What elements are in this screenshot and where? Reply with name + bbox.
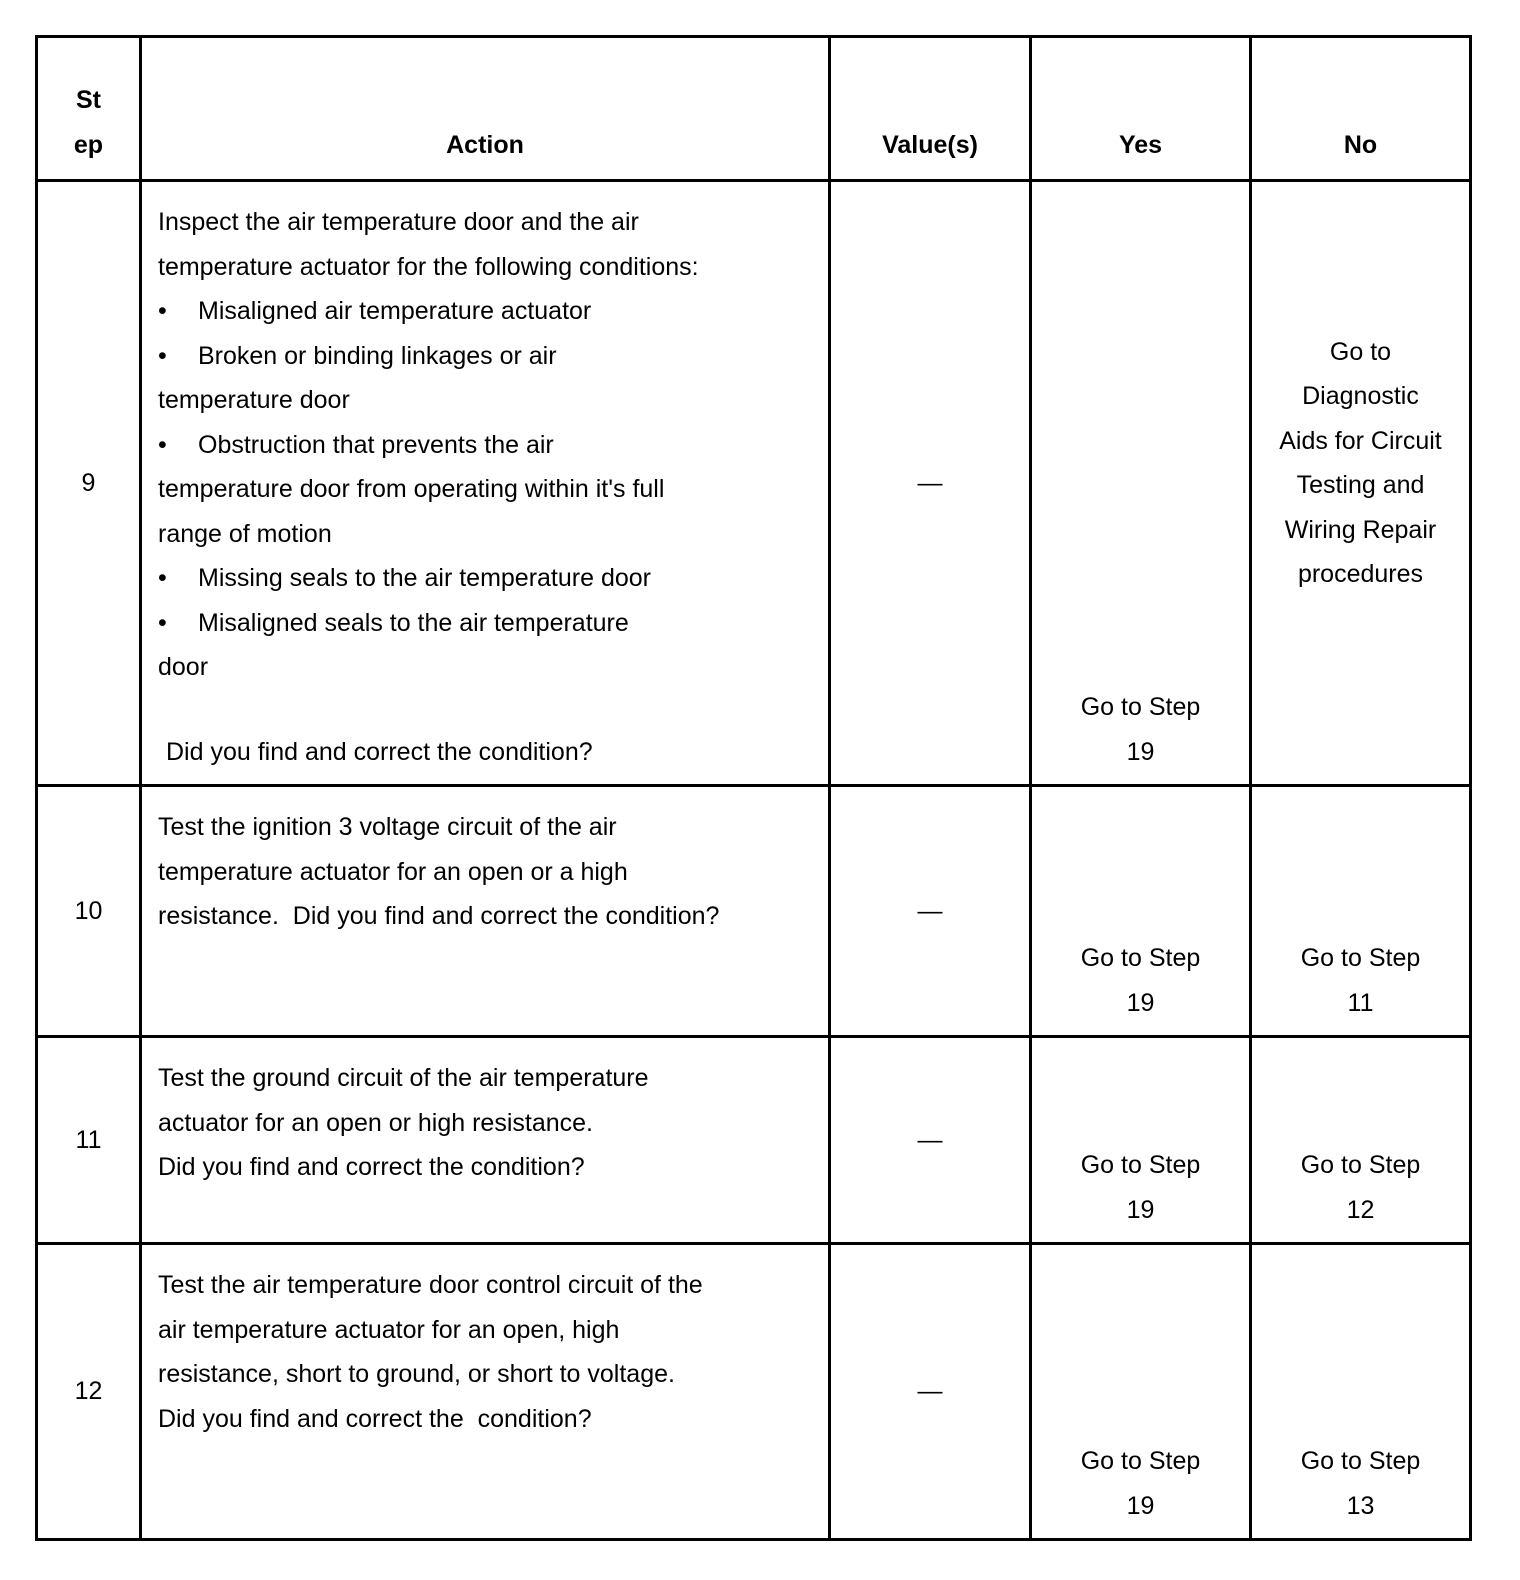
bullet-item (158, 289, 816, 334)
action-cell (141, 786, 830, 1037)
action-line: actuator for an open or high resistance. (158, 1108, 593, 1137)
bullet-text: Missing seals to the air temperature door (198, 564, 651, 592)
bullet-icon: • (158, 608, 167, 637)
action-line: temperature door (158, 386, 350, 414)
header-no: No (1251, 37, 1471, 181)
action-lines (158, 1056, 816, 1190)
bullet-text: Misaligned air temperature actuator (198, 297, 592, 325)
diagnostic-table-container (35, 35, 1472, 1541)
yes-cell: Go to Step 19 (1031, 1244, 1251, 1540)
action-cell (141, 1244, 830, 1540)
action-lines (158, 200, 816, 690)
no-cell: Go to Step 11 (1251, 786, 1471, 1037)
table-row (37, 1244, 1471, 1540)
header-action: Action (141, 37, 830, 181)
action-line: temperature door from operating within it's full (158, 475, 665, 503)
action-cell (141, 1037, 830, 1244)
value-cell: — (830, 181, 1031, 786)
action-line: air temperature actuator for an open, high (158, 1315, 620, 1344)
yes-cell: Go to Step 19 (1031, 1037, 1251, 1244)
action-question: Did you find and correct the condition? (166, 737, 593, 766)
bullet-icon: • (158, 564, 167, 592)
bullet-icon: • (158, 341, 167, 370)
action-line: temperature actuator for an open or a high (158, 857, 628, 886)
header-step: St ep (37, 37, 141, 181)
value-cell: — (830, 1037, 1031, 1244)
bullet-icon: • (158, 297, 167, 325)
action-line: temperature actuator for the following conditions: (158, 252, 699, 281)
action-line: range of motion (158, 519, 332, 548)
action-line: Test the ignition 3 voltage circuit of the air (158, 813, 617, 841)
bullet-item (158, 423, 816, 468)
bullet-item (158, 334, 816, 379)
action-lines (158, 805, 816, 939)
bullet-item (158, 556, 816, 601)
table-row (37, 181, 1471, 786)
bullet-item (158, 601, 816, 646)
bullet-text: Misaligned seals to the air temperature (198, 608, 629, 637)
step-number: 10 (37, 786, 141, 1037)
value-cell: — (830, 786, 1031, 1037)
action-line: Did you find and correct the condition? (158, 1404, 592, 1433)
bullet-text: Broken or binding linkages or air (198, 341, 557, 370)
no-cell: Go to Step 13 (1251, 1244, 1471, 1540)
header-values: Value(s) (830, 37, 1031, 181)
no-cell: Go to Diagnostic Aids for Circuit Testing and Wiring Repair procedures (1251, 181, 1471, 786)
bullet-icon: • (158, 430, 167, 459)
action-line: Test the ground circuit of the air temperature (158, 1064, 649, 1092)
action-line: door (158, 653, 209, 681)
bullet-text: Obstruction that prevents the air (198, 430, 554, 459)
no-cell: Go to Step 12 (1251, 1037, 1471, 1244)
step-number: 11 (37, 1037, 141, 1244)
action-lines (158, 1263, 816, 1441)
header-yes: Yes (1031, 37, 1251, 181)
diagnostic-table (35, 35, 1472, 1541)
action-cell (141, 181, 830, 786)
yes-cell: Go to Step 19 (1031, 181, 1251, 786)
table-row (37, 786, 1471, 1037)
step-number: 12 (37, 1244, 141, 1540)
value-cell: — (830, 1244, 1031, 1540)
action-line: resistance, short to ground, or short to voltage. (158, 1360, 675, 1388)
action-line: resistance. Did you find and correct the condition? (158, 902, 720, 930)
step-number: 9 (37, 181, 141, 786)
action-line: Inspect the air temperature door and the air (158, 208, 639, 236)
action-line: Did you find and correct the condition? (158, 1153, 585, 1181)
yes-cell: Go to Step 19 (1031, 786, 1251, 1037)
action-line: Test the air temperature door control circuit of the (158, 1271, 703, 1299)
table-row (37, 1037, 1471, 1244)
header-row (37, 37, 1471, 181)
